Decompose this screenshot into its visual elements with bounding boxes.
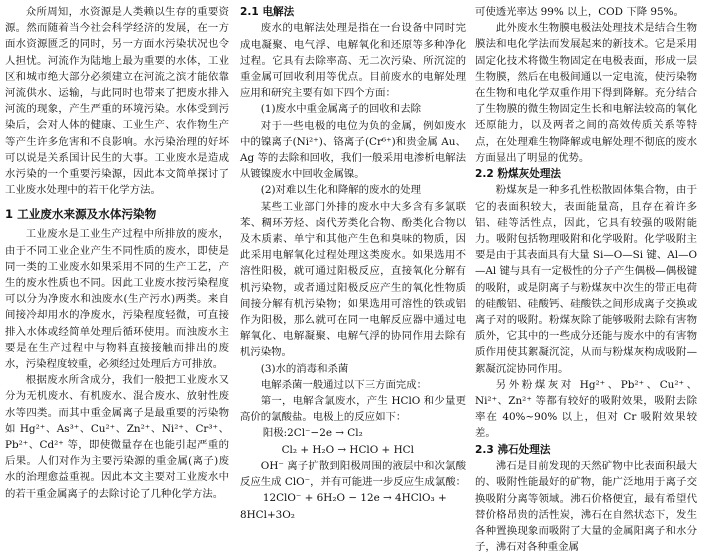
disinfection-paragraph-3: OH⁻ 离子扩散到阳极周围的液层中和次氯酸反应生成 ClO⁻，并有可能进一步反应生成氯酸： (240, 459, 466, 489)
subheading-refractory-wastewater: (2)对难以生化和降解的废水的处理 (260, 184, 421, 197)
disinfection-paragraph-2: 第一，电解含氯废水，产生 HClO 和少量更高价的氯酸盐。电极上的反应如下： (240, 395, 466, 424)
biofilm-electrode-paragraph: 此外废水生物膜电极法处理技术是结合生物膜法和电化学法而发展起来的新技术。它是采用固定化技术将微生物固定在电极表面，形成一层生物膜，然后在电极间通以一定电流，使污染物在生物和电化学双重作用下得到降解。充分结合了生物膜的微生物固定生长和电解法较高的氧化还原能力，以及两者之间的高效传质关系等特点，在处理难生物降解或电解处理不彻底的废水方面显出了明显的优势。 (475, 22, 697, 164)
zeolite-paragraph: 沸石是目前发现的天然矿物中比表面积最大的、吸附性能最好的矿物，能广泛地用于离子交换吸附分离等领域。沸石价格便宜，最有希望代替价格昂贵的活性炭，沸石在自然状态下，发生各种置换现象而吸附了大量的金属阳离子和水分子，沸石对各种重金属 (475, 460, 697, 554)
fly-ash-paragraph-2: 另外粉煤灰对 Hg²⁺、Pb²⁺、Cu²⁺、Ni²⁺、Zn²⁺ 等都有较好的吸附效果，吸附去除率在 40%~90% 以上，但对 Cr 吸附效果较差。 (475, 378, 697, 440)
electrolysis-intro-paragraph: 废水的电解法处理是指在一台设备中同时完成电凝聚、电气浮、电解氧化和还原等多种净化过程。它具有去除率高、无二次污染、所沉淀的重金属可回收利用等优点。目前废水的电解处理应用和研究主要有如下四个方面： (240, 22, 466, 100)
intro-paragraph: 众所周知，水资源是人类赖以生存的重要资源。然而随着当今社会科学经济的发展，在一方面水资源匮乏的同时，另一方面水污染状况也令人担忧。河流作为陆地上最为重要的水体，工业区和城市绝大部分必须建立在河流之滨才能依靠河流供水、运输，与此同时也带来了把废水排入河流的现象，产生严重的环境污染。水体受到污染后，会对人体的健康、工业生产、农作物生产等产生许多危害和不良影响。水污染治理的好坏可以说是关系国计民生的大事。工业废水是造成水污染的一个重要污染源，因此本文简单探讨了工业废水处理中的若干化学方法。 (5, 6, 229, 197)
fly-ash-paragraph-1: 粉煤灰是一种多孔性松散固体集合物，由于它的表面积较大，表面能量高，且存在着许多铝、硅等活性点，因此，它具有较强的吸附能力。吸附包括物理吸附和化学吸附。化学吸附主要是由于其表面具有大量 Si—O—Si 键、Al—O—Al 键与具有一定极性的分子产生偶极—偶极键的吸附，或是阴离子与粉煤灰中次生的带正电荷的硅酸铝、硅酸钙、硅酸铁之间形成离子交换或离子对的吸附。粉煤灰除了能够吸附去除有害物质外，它其中的一些成分还能与废水中的有害物质作用使其絮凝沉淀，从而与粉煤灰构成吸附—絮凝沉淀协同作用。 (475, 184, 697, 375)
column-2 (240, 4, 466, 523)
section-1-paragraph-1: 工业废水是工业生产过程中所排放的废水，由于不同工业企业产生不同性质的废水，即使是同一类的工业废水如果采用不同的生产工艺，产生的废水性质也不同。因此工业废水按污染程度可以分为净废水和浊废水(生产污水)两类。来自间接冷却用水的净废水，污染程度轻微，可直接排入水体或经简单处理后循环使用。而浊废水主要是在生产过程中与物料直接接触而排出的废水，污染程度较重，必须经过处理后方可排放。 (5, 228, 229, 371)
section-2-3-heading: 2.3 沸石处理法 (475, 443, 551, 456)
continuation-paragraph: 可使透光率达 99% 以上，COD 下降 95%。 (475, 6, 684, 18)
section-1-paragraph-2: 根据废水所含成分，我们一般把工业废水又分为无机废水、有机废水、混合废水、放射性废水等四类。而其中重金属离子是最重要的污染物如 Hg²⁺、As³⁺、Cu²⁺、Zn²⁺、Ni²⁺、Cr³⁺、Pb²⁺、Cd²⁺ 等，即使微量存在也能引起严重的后果。人们对作为主要污染源的重金属(离子)废水的治理愈益重视。因此本文主要对工业废水中的若干重金属离子的去除讨论了几种化学方法。 (5, 374, 229, 500)
heavy-metal-paragraph: 对于一些电极的电位为负的金属，例如废水中的镍离子(Ni²⁺)、铬离子(Cr⁶⁺)和贵金属 Au、Ag 等的去除和回收，我们一般采用电渗析电解法从镀镍废水中回收金属镍。 (240, 119, 466, 181)
section-2-1-heading: 2.1 电解法 (240, 6, 295, 18)
column-3 (475, 4, 697, 555)
subheading-disinfection: (3)水的消毒和杀菌 (260, 362, 349, 375)
disinfection-paragraph-1: 电解杀菌一般通过以下三方面完成： (260, 378, 428, 391)
subheading-heavy-metal-recovery: (1)废水中重金属离子的回收和去除 (260, 103, 421, 116)
equation-chlorate-line-1: 12ClO⁻ + 6H₂O − 12e → 4HClO₃ + (262, 492, 447, 505)
equation-chlorine-hydrolysis: Cl₂ + H₂O → HClO + HCl (281, 443, 414, 456)
refractory-paragraph: 某些工业部门外排的废水中大多含有多氯联苯、稠环芳烃、卤代芳类化合物、酚类化合物以及木质素、单宁和其他产生色和臭味的物质，因此采用电解氧化过程处理这类废水。如果选用不溶性阳极，就可通过阳极反应，直接氧化分解有机污染物，或者通过阳极反应产生的氧化性物质间接分解有机污染物；如果选用可溶性的铁或铝作为阳极，那么就可在同一电解反应器中通过电解氧化、电解凝聚、电解气浮的协同作用去除有机污染物。 (240, 200, 466, 359)
section-2-2-heading: 2.2 粉煤灰处理法 (475, 168, 562, 181)
equation-chlorate-line-2: 8HCl+3O₂ (240, 508, 295, 521)
column-1 (5, 4, 229, 502)
equation-anode: 阳极:2Cl⁻−2e → Cl₂ (262, 427, 363, 440)
section-1-heading: 1 工业废水来源及水体污染物 (5, 207, 157, 222)
